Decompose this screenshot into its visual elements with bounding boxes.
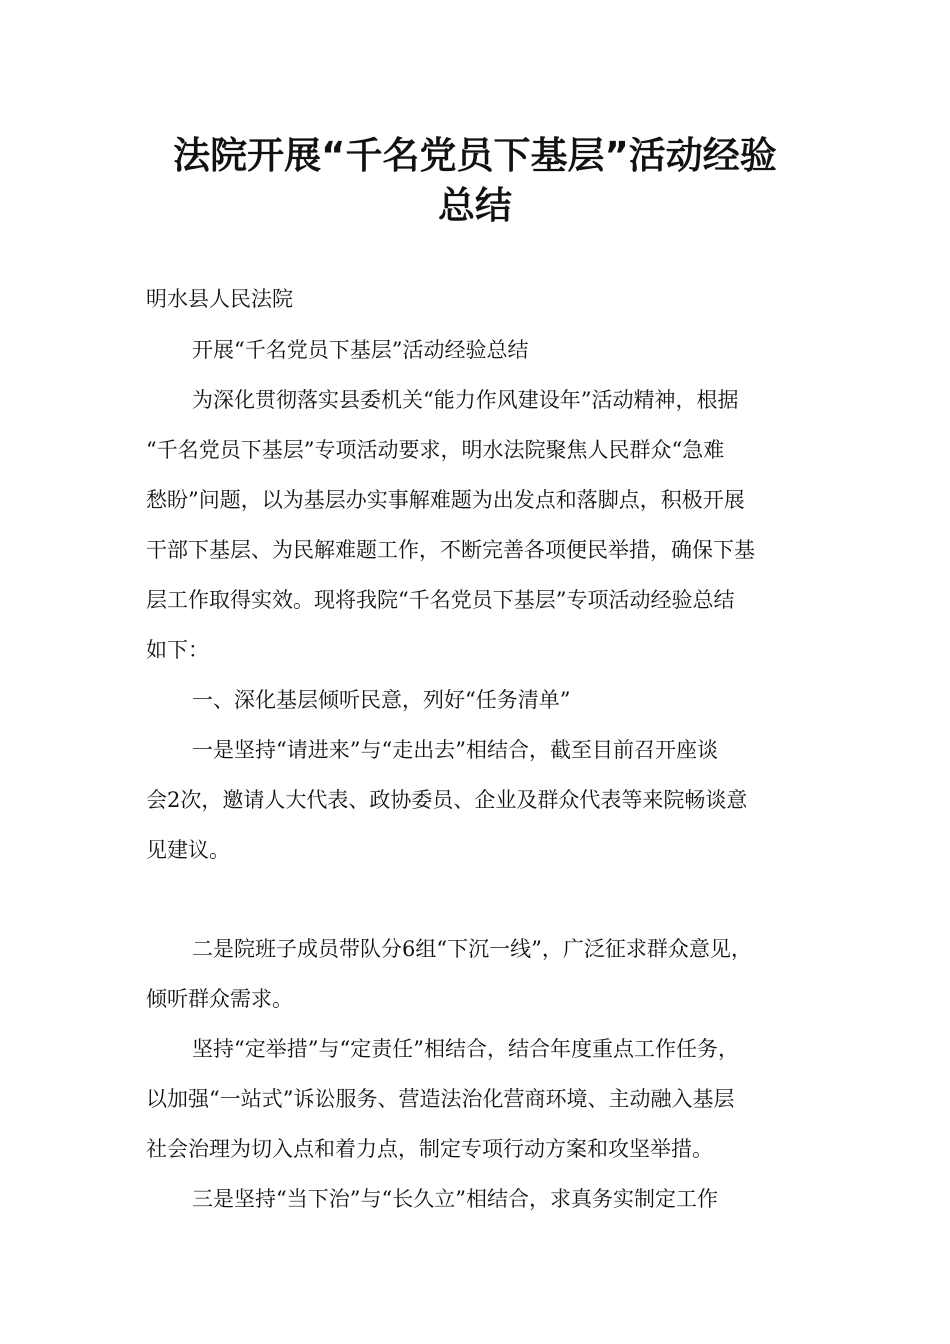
- paragraph-line: 社会治理为切入点和着力点，制定专项行动方案和攻坚举措。: [146, 1137, 713, 1161]
- paragraph-line: 见建议。: [146, 838, 230, 862]
- paragraph-line: 三是坚持“当下治”与“长久立”相结合，求真务实制定工作: [192, 1187, 718, 1211]
- subtitle-line: 开展“千名党员下基层”活动经验总结: [192, 338, 529, 362]
- paragraph-line: 以加强“一站式”诉讼服务、营造法治化营商环境、主动融入基层: [146, 1087, 735, 1111]
- paragraph-line: 如下：: [146, 638, 209, 662]
- paragraph-line: 二是院班子成员带队分6组“下沉一线”，广泛征求群众意见，: [192, 937, 752, 961]
- paragraph-line: 层工作取得实效。现将我院“千名党员下基层”专项活动经验总结: [146, 588, 735, 612]
- paragraph-line: 为深化贯彻落实县委机关“能力作风建设年”活动精神，根据: [192, 388, 739, 412]
- section-heading: 一、深化基层倾听民意，列好“任务清单”: [192, 688, 571, 712]
- author-line: 明水县人民法院: [146, 287, 293, 311]
- paragraph-line: 会2次，邀请人大代表、政协委员、企业及群众代表等来院畅谈意: [146, 788, 748, 812]
- paragraph-line: 愁盼”问题，以为基层办实事解难题为出发点和落脚点，积极开展: [146, 488, 745, 512]
- paragraph-line: 坚持“定举措”与“定责任”相结合，结合年度重点工作任务，: [192, 1037, 739, 1061]
- document-title-line-1: 法院开展“千名党员下基层”活动经验: [173, 134, 777, 177]
- paragraph-line: 一是坚持“请进来”与“走出去”相结合，截至目前召开座谈: [192, 738, 718, 762]
- paragraph-line: “千名党员下基层”专项活动要求，明水法院聚焦人民群众“急难: [146, 438, 725, 462]
- document-title-line-2: 总结: [438, 184, 512, 227]
- paragraph-line: 倾听群众需求。: [146, 987, 293, 1011]
- paragraph-line: 干部下基层、为民解难题工作，不断完善各项便民举措，确保下基: [146, 538, 755, 562]
